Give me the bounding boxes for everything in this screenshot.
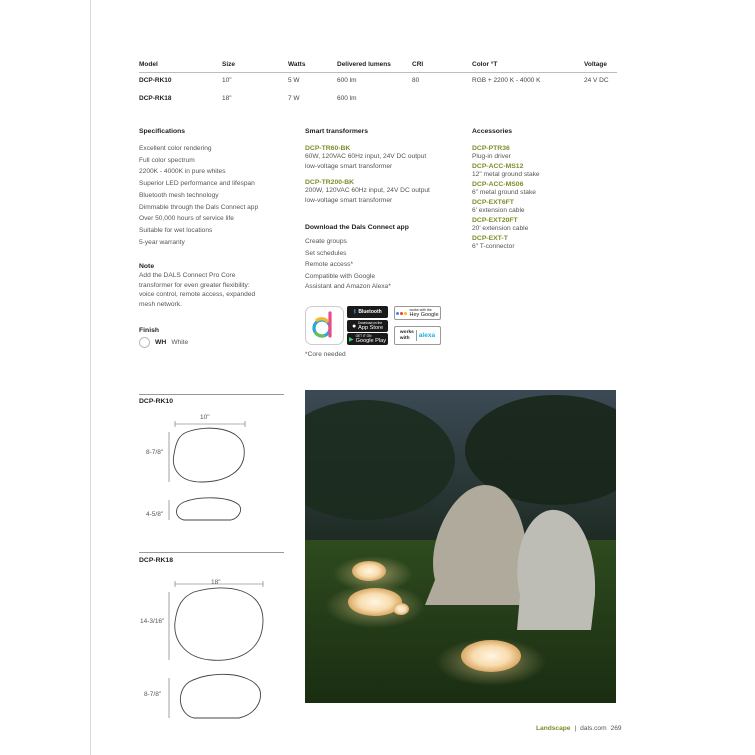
accessory-code: DCP-EXT-T	[472, 235, 508, 242]
row1-voltage: 24 V DC	[584, 77, 609, 84]
note-title: Note	[139, 263, 155, 270]
finish-option-white[interactable]	[139, 337, 188, 348]
glowing-rock-lamp	[348, 588, 402, 616]
alexa-word: alexa	[418, 332, 436, 339]
note-line: voice control, remote access, expanded	[139, 291, 256, 298]
google-bottom: Hey Google	[409, 312, 439, 318]
row2-size: 18"	[222, 95, 232, 102]
row2-watts: 7 W	[288, 95, 300, 102]
accessory-code: DCP-PTR36	[472, 145, 510, 152]
accessories-list	[472, 145, 540, 253]
googleplay-bottom: Google Play	[355, 338, 387, 344]
transformer-code: DCP-TR60-BK	[305, 145, 351, 152]
app-feature: Assistant and Amazon Alexa*	[305, 283, 391, 290]
accessory-desc: 6' extension cable	[472, 207, 525, 214]
footer-page: 269	[610, 725, 622, 732]
footer-section: Landscape	[536, 725, 571, 732]
smart-transformers-title: Smart transformers	[305, 128, 369, 135]
diagram-title-rk18: DCP-RK18	[139, 557, 173, 564]
accessory-item	[472, 199, 540, 215]
google-assistant-badge	[394, 306, 441, 320]
accessory-item	[472, 217, 540, 233]
row1-cri: 80	[412, 77, 420, 84]
glowing-rock-lamp	[393, 603, 409, 615]
rk18-dimension-drawing	[139, 570, 284, 730]
app-feature: Compatible with Google	[305, 272, 376, 280]
dals-app-icon[interactable]	[305, 306, 344, 345]
app-store-text	[358, 321, 383, 331]
transformer-desc: 200W, 120VAC 60Hz input, 24V DC output	[305, 187, 430, 194]
rk18-height-label: 8-7/8"	[144, 691, 162, 698]
glowing-rock-lamp	[352, 561, 386, 581]
col-size: Size	[222, 61, 236, 68]
rk18-width-label: 18"	[211, 579, 221, 586]
note-line: Add the DALS Connect Pro Core	[139, 272, 236, 279]
finish-name: White	[171, 339, 189, 346]
bluetooth-badge	[347, 306, 388, 318]
note-line: mesh network.	[139, 300, 182, 308]
col-voltage: Voltage	[584, 61, 607, 68]
row1-lumens: 600 lm	[337, 77, 357, 84]
page-margin-line	[90, 0, 91, 755]
google-top: works with the	[409, 308, 432, 312]
core-footnote: *Core needed	[305, 351, 346, 358]
accessory-desc: 6" metal ground stake	[472, 189, 536, 196]
accessory-item	[472, 163, 540, 179]
footer-sep: |	[574, 725, 577, 732]
app-store-badge[interactable]	[347, 320, 388, 332]
rk10-height-label: 4-5/8"	[146, 511, 164, 518]
apple-icon: ●	[351, 322, 357, 330]
rk10-width-label: 10"	[200, 414, 210, 421]
note-text	[139, 271, 255, 309]
col-model: Model	[139, 61, 158, 68]
spec-item: Superior LED performance and lifespan	[139, 180, 255, 188]
rk18-side-outline	[180, 674, 260, 718]
finish-title: Finish	[139, 327, 160, 334]
col-watts: Watts	[288, 61, 306, 68]
spec-item: Suitable for wet locations	[139, 226, 213, 234]
transformer-1	[305, 145, 426, 171]
app-feature: Remote access*	[305, 261, 354, 268]
accessory-code: DCP-EXT6FT	[472, 199, 514, 206]
accessory-code: DCP-EXT20FT	[472, 217, 518, 224]
google-assistant-text	[409, 308, 438, 318]
finish-code: WH	[155, 339, 167, 346]
app-feature: Create groups	[305, 238, 347, 245]
spec-item: Bluetooth mesh technology	[139, 191, 219, 199]
col-cri: CRI	[412, 61, 424, 68]
rk18-top-outline	[175, 588, 263, 660]
diagram-rule-rk18	[139, 552, 284, 553]
alexa-badge	[394, 326, 441, 345]
row1-model: DCP-RK10	[139, 77, 172, 84]
spec-item: Excellent color rendering	[139, 145, 212, 152]
accessory-item	[472, 235, 540, 251]
app-title: Download the Dals Connect app	[305, 224, 409, 231]
specifications-list	[139, 143, 258, 248]
transformer-desc: 60W, 120VAC 60Hz input, 24V DC output	[305, 153, 427, 160]
alexa-bottom: with	[399, 335, 410, 341]
spec-item: Over 50,000 hours of service life	[139, 215, 234, 223]
bluetooth-label: Bluetooth	[358, 309, 382, 315]
accessory-code: DCP-ACC-MS06	[472, 181, 524, 188]
row2-model: DCP-RK18	[139, 95, 172, 102]
accessory-item	[472, 181, 540, 197]
accessory-desc: Plug-in driver	[472, 153, 511, 160]
note-line: transformer for even greater flexibility:	[139, 281, 250, 289]
dals-d-logo-icon	[306, 307, 343, 344]
col-color-temp: Color °T	[472, 61, 498, 68]
specifications-title: Specifications	[139, 128, 186, 135]
google-assistant-icon	[396, 312, 407, 315]
finish-swatch	[139, 337, 150, 348]
row1-size: 10"	[222, 77, 232, 84]
glowing-rock-lamp	[461, 640, 521, 672]
bluetooth-icon: ᛒ	[353, 309, 357, 315]
rk10-depth-label: 8-7/8"	[146, 449, 164, 456]
transformer-2	[305, 179, 430, 205]
rk10-top-outline	[173, 428, 244, 482]
diagram-rule-rk10	[139, 394, 284, 395]
col-lumens: Delivered lumens	[337, 61, 391, 68]
accessory-code: DCP-ACC-MS12	[472, 163, 524, 170]
appstore-top: Download on the	[358, 321, 383, 325]
google-play-text	[356, 334, 386, 344]
row1-watts: 5 W	[288, 77, 300, 84]
row2-lumens: 600 lm	[337, 95, 357, 102]
accessory-item	[472, 145, 540, 161]
app-features	[305, 236, 391, 292]
table-rule	[139, 72, 617, 73]
rk10-side-outline	[176, 498, 240, 520]
google-play-icon: ▶	[348, 336, 354, 343]
spec-item: 5-year warranty	[139, 238, 185, 246]
spec-item: Full color spectrum	[139, 156, 195, 164]
accessory-desc: 20' extension cable	[472, 225, 529, 232]
google-play-badge[interactable]	[347, 333, 388, 345]
accessories-title: Accessories	[472, 128, 513, 135]
rk18-depth-label: 14-3/16"	[140, 618, 165, 625]
app-feature: Set schedules	[305, 249, 347, 257]
alexa-works-with	[400, 330, 414, 341]
appstore-bottom: App Store	[358, 325, 384, 331]
transformer-code: DCP-TR200-BK	[305, 179, 355, 186]
page-footer	[536, 725, 622, 732]
footer-site: dals.com	[580, 725, 607, 732]
accessory-desc: 6" T-connector	[472, 243, 515, 250]
spec-item: 2200K - 4000K in pure whites	[139, 168, 226, 176]
lifestyle-photo	[305, 390, 616, 703]
transformer-desc: low-voltage smart transformer	[305, 162, 393, 170]
rk10-dimension-drawing	[139, 410, 284, 540]
googleplay-top: GET IT ON	[355, 334, 372, 338]
alexa-top: works	[399, 330, 414, 335]
alexa-divider	[416, 330, 417, 341]
diagram-title-rk10: DCP-RK10	[139, 398, 173, 405]
transformer-desc: low-voltage smart transformer	[305, 196, 393, 204]
accessory-desc: 12" metal ground stake	[472, 171, 540, 178]
row1-color-temp: RGB + 2200 K - 4000 K	[472, 77, 541, 84]
spec-item: Dimmable through the Dals Connect app	[139, 203, 259, 211]
